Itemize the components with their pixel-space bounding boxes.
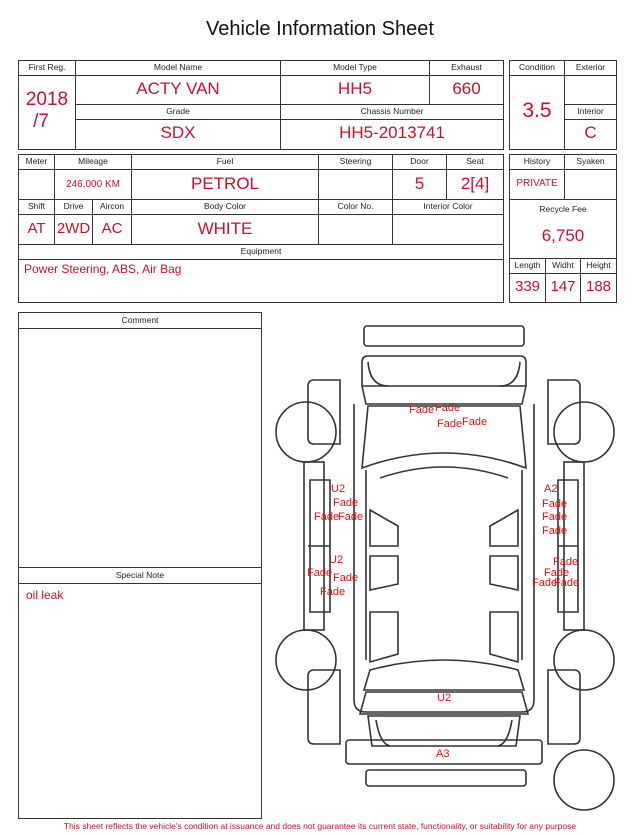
damage-mark: U2 (331, 483, 346, 495)
shift-value: AT (27, 220, 46, 237)
width-label: Widht (546, 259, 580, 274)
damage-mark: Fade (333, 497, 359, 509)
mileage-cell (55, 155, 132, 200)
damage-mark: Fade (544, 567, 570, 579)
condition-table (509, 60, 617, 150)
special-note-label: Special Note (115, 570, 165, 580)
steering-cell (319, 155, 393, 200)
door-label: Door (393, 155, 446, 170)
damage-mark: Fade (542, 511, 568, 523)
fuel-cell (132, 155, 319, 200)
model-name-label: Model Name (76, 61, 280, 76)
damage-mark: Fade (320, 586, 346, 598)
condition-cell (510, 61, 565, 149)
drive-label: Drive (55, 200, 92, 215)
color-no-label: Color No. (319, 200, 392, 215)
fuel-value: PETROL (190, 174, 260, 193)
aircon-cell (93, 200, 132, 245)
damage-mark: Fade (307, 567, 333, 579)
length-cell (510, 259, 546, 302)
first-reg-cell (19, 61, 76, 149)
spec-table (18, 154, 504, 303)
interior-color-label: Interior Color (393, 200, 503, 215)
first-reg-month: /7 (33, 111, 49, 132)
body-color-cell (132, 200, 319, 245)
door-value: 5 (414, 174, 425, 193)
width-cell (546, 259, 581, 302)
height-value: 188 (585, 278, 612, 295)
seat-cell (447, 155, 503, 200)
height-label: Height (581, 259, 616, 274)
history-label: History (510, 155, 564, 170)
aircon-label: Aircon (93, 200, 131, 215)
body-color-value: WHITE (197, 219, 253, 238)
seat-value: 2[4] (460, 174, 490, 193)
length-label: Length (510, 259, 545, 274)
damage-mark: Fade (314, 511, 340, 523)
interior-label: Interior (565, 105, 616, 120)
syaken-cell (565, 155, 616, 200)
exterior-cell (565, 61, 616, 105)
meter-label: Meter (19, 155, 54, 170)
model-name-value: ACTY VAN (136, 79, 220, 98)
exhaust-label: Exhaust (430, 61, 503, 76)
width-value: 147 (550, 278, 576, 295)
comment-label: Comment (121, 315, 159, 325)
damage-mark: Fade (542, 498, 568, 510)
recycle-fee-value: 6,750 (541, 226, 585, 245)
length-value: 339 (514, 278, 541, 295)
shift-label: Shift (19, 200, 54, 215)
chassis-value: HH5-2013741 (339, 123, 445, 142)
damage-mark: Fade (553, 556, 579, 568)
chassis-cell (281, 105, 503, 149)
disclaimer-footer: This sheet reflects the vehicle's condition at issuance and does not guarantee its current state, functionality, or suitability for any purpose (63, 821, 577, 831)
damage-mark: Fade (338, 511, 364, 523)
meter-cell (19, 155, 55, 200)
color-no-cell (319, 200, 393, 245)
damage-mark: U2 (329, 554, 344, 566)
damage-mark: Fade (462, 416, 488, 428)
equipment-label: Equipment (19, 245, 503, 260)
drive-value: 2WD (56, 220, 91, 237)
special-note-value: oil leak (26, 588, 64, 602)
grade-value: SDX (160, 123, 196, 142)
interior-cell (565, 105, 616, 149)
damage-mark: Fade (437, 418, 463, 430)
grade-label: Grade (76, 105, 280, 120)
model-type-label: Model Type (281, 61, 429, 76)
first-reg-label: First Reg. (19, 61, 75, 76)
interior-color-cell (393, 200, 503, 245)
damage-mark: Fade (532, 577, 558, 589)
condition-label: Condition (510, 61, 564, 76)
model-type-cell (281, 61, 430, 105)
comment-box (18, 312, 262, 819)
history-table (509, 154, 617, 303)
body-color-label: Body Color (132, 200, 318, 215)
exterior-label: Exterior (565, 61, 616, 76)
condition-value: 3.5 (522, 99, 552, 122)
chassis-label: Chassis Number (281, 105, 503, 120)
fuel-label: Fuel (132, 155, 318, 170)
mileage-label: Mileage (55, 155, 131, 170)
basic-info-table (18, 60, 504, 150)
damage-mark: A2 (544, 483, 558, 495)
model-type-value: HH5 (337, 79, 372, 98)
history-value: PRIVATE (516, 178, 558, 189)
damage-mark: Fade (409, 404, 435, 416)
drive-cell (55, 200, 93, 245)
equipment-cell (19, 245, 503, 302)
exhaust-cell (430, 61, 503, 105)
first-reg-year: 2018 (25, 89, 69, 110)
recycle-fee-cell (510, 200, 616, 259)
height-cell (581, 259, 616, 302)
damage-mark: Fade (554, 577, 580, 589)
damage-mark: Fade (542, 525, 568, 537)
exhaust-value: 660 (452, 79, 481, 98)
model-name-cell (76, 61, 281, 105)
seat-label: Seat (447, 155, 503, 170)
page-title: Vehicle Information Sheet (206, 18, 434, 40)
shift-cell (19, 200, 55, 245)
steering-label: Steering (319, 155, 392, 170)
damage-mark: U2 (437, 692, 452, 704)
interior-value: C (584, 123, 597, 142)
recycle-fee-label: Recycle Fee (539, 204, 587, 214)
history-cell (510, 155, 565, 200)
aircon-value: AC (101, 220, 123, 237)
damage-mark: Fade (333, 572, 359, 584)
grade-cell (76, 105, 281, 149)
equipment-value: Power Steering, ABS, Air Bag (24, 262, 182, 276)
damage-mark: A3 (436, 748, 450, 760)
damage-mark: Fade (435, 402, 461, 414)
syaken-label: Syaken (565, 155, 616, 170)
door-cell (393, 155, 447, 200)
mileage-value: 246,000 KM (66, 179, 120, 190)
